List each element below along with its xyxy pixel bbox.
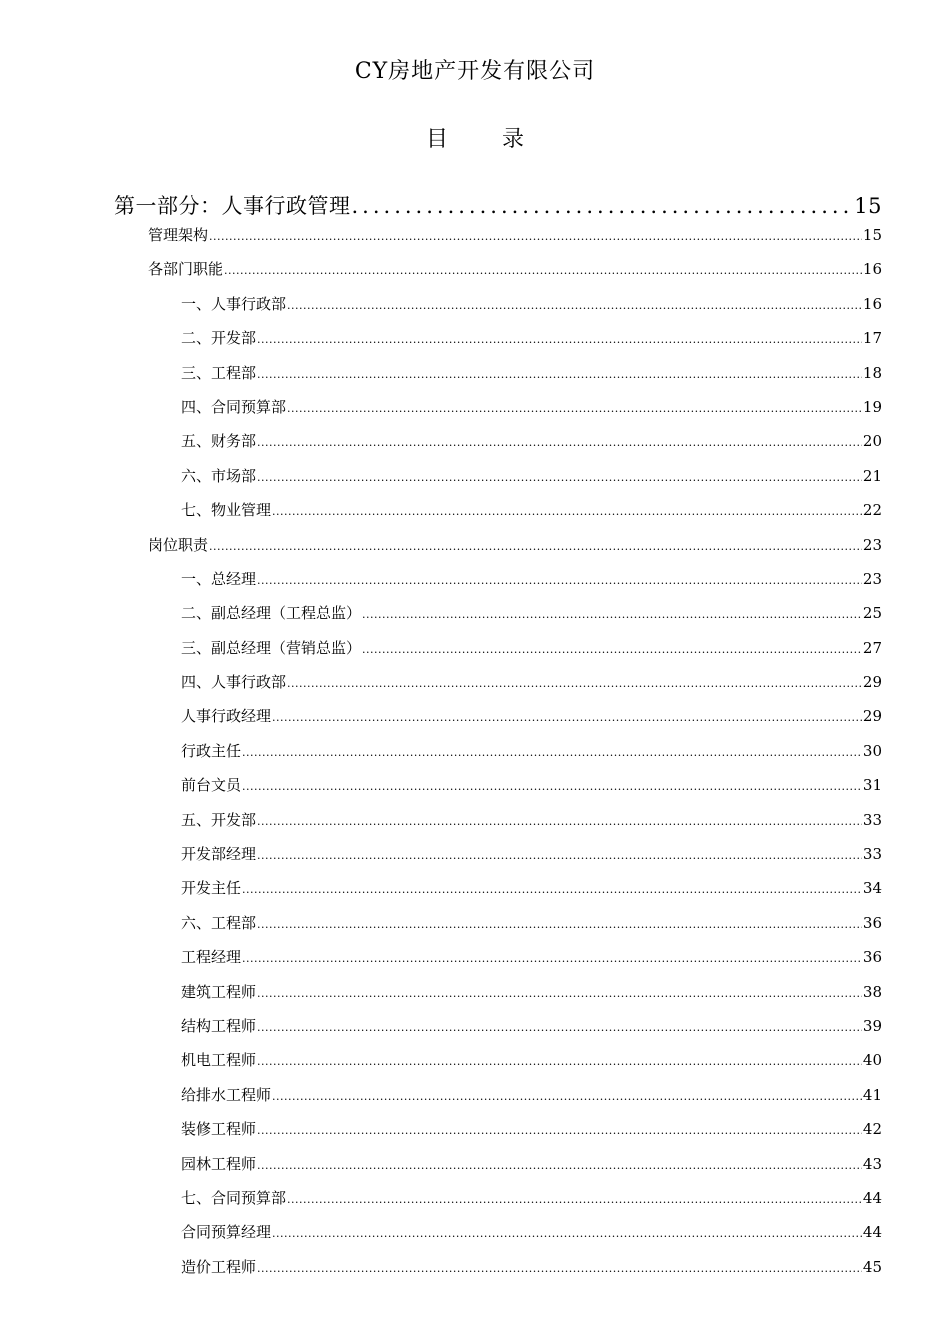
toc-dot-leader [257, 574, 862, 587]
toc-page-number: 45 [862, 1257, 882, 1276]
toc-dot-leader [272, 711, 862, 724]
toc-entry[interactable] [114, 637, 882, 671]
toc-entry-title: 给排水工程师 [181, 1085, 272, 1104]
toc-entry-title: 三、副总经理（营销总监） [181, 638, 362, 657]
toc-entry-title: 二、副总经理（工程总监） [181, 604, 362, 623]
toc-dot-leader [257, 1262, 862, 1275]
toc-entry-title: 建筑工程师 [181, 982, 257, 1001]
toc-entry-title: 机电工程师 [181, 1051, 257, 1070]
toc-dot-leader [242, 780, 862, 793]
toc-entry-title: 开发部经理 [181, 845, 257, 864]
toc-entry-title: 六、工程部 [181, 913, 257, 932]
toc-entry[interactable] [114, 362, 882, 396]
toc-entry-title: 三、工程部 [181, 363, 257, 382]
toc-page-number: 43 [862, 1154, 882, 1173]
toc-page-number: 23 [862, 535, 882, 554]
toc-dot-leader [257, 918, 862, 931]
toc-page-number: 16 [862, 294, 882, 313]
toc-dot-leader [352, 194, 854, 218]
toc-dot-leader [257, 471, 862, 484]
toc-page-number: 21 [862, 466, 882, 485]
toc-page-number: 31 [862, 776, 882, 795]
toc-page-number: 34 [862, 879, 882, 898]
toc-entry-title: 工程经理 [181, 948, 242, 967]
toc-entry-title: 一、人事行政部 [181, 294, 287, 313]
toc-entry[interactable] [114, 1084, 882, 1118]
toc-page-number: 20 [862, 432, 882, 451]
toc-entry-title: 合同预算经理 [181, 1223, 272, 1242]
toc-page-number: 36 [862, 913, 882, 932]
toc-entry[interactable] [114, 1153, 882, 1187]
toc-dot-leader [224, 264, 862, 277]
toc-entry-title: 行政主任 [181, 741, 242, 760]
toc-entry[interactable] [114, 809, 882, 843]
toc-entry[interactable] [114, 1187, 882, 1221]
toc-page-number: 19 [862, 397, 882, 416]
toc-entry[interactable] [114, 499, 882, 533]
toc-entry-title: 管理架构 [148, 226, 209, 244]
toc-dot-leader [242, 952, 862, 965]
toc-page-number: 15 [854, 194, 882, 218]
toc-entry-title: 人事行政经理 [181, 707, 272, 726]
toc-page-number: 22 [862, 501, 882, 520]
toc-entry-title: 五、财务部 [181, 432, 257, 451]
toc-entry[interactable] [114, 258, 882, 292]
toc-entry[interactable] [114, 465, 882, 499]
toc-entry-title: 五、开发部 [181, 810, 257, 829]
toc-page-number: 29 [862, 673, 882, 692]
toc-entry-title: 造价工程师 [181, 1257, 257, 1276]
toc-entry-title: 结构工程师 [181, 1016, 257, 1035]
toc-entry[interactable] [114, 843, 882, 877]
toc-entry[interactable] [114, 877, 882, 911]
toc-page-number: 36 [862, 948, 882, 967]
toc-entry-title: 园林工程师 [181, 1154, 257, 1173]
toc-entry-title: 六、市场部 [181, 466, 257, 485]
toc-entry[interactable] [114, 1049, 882, 1083]
toc-entry[interactable] [114, 774, 882, 808]
toc-entry[interactable] [114, 224, 882, 258]
toc-dot-leader [257, 1159, 862, 1172]
toc-page-number: 27 [862, 638, 882, 657]
toc-entry-title: 七、物业管理 [181, 501, 272, 520]
toc-entry-title: 第一部分：人事行政管理 [114, 194, 351, 218]
toc-entry[interactable] [114, 1256, 882, 1290]
toc-entry[interactable] [114, 1015, 882, 1049]
toc-page-number: 44 [862, 1223, 882, 1242]
toc-entry[interactable] [114, 912, 882, 946]
toc-entry-title: 开发主任 [181, 879, 242, 898]
toc-entry[interactable] [114, 705, 882, 739]
toc-entry-title: 各部门职能 [148, 260, 224, 279]
toc-dot-leader [242, 883, 862, 896]
toc-page-number: 40 [862, 1051, 882, 1070]
toc-entry-title: 岗位职责 [148, 535, 209, 554]
toc-page-number: 23 [862, 569, 882, 588]
toc-entry[interactable] [114, 946, 882, 980]
toc-dot-leader [242, 746, 862, 759]
toc-dot-leader [257, 1055, 862, 1068]
toc-entry-title: 前台文员 [181, 776, 242, 795]
toc-dot-leader [257, 333, 862, 346]
toc-entry[interactable] [114, 430, 882, 464]
toc-dot-leader [362, 643, 862, 656]
toc-page-number: 38 [862, 982, 882, 1001]
toc-entry[interactable] [114, 671, 882, 705]
toc-page-number: 18 [862, 363, 882, 382]
toc-page-number: 42 [862, 1120, 882, 1139]
toc-dot-leader [272, 505, 862, 518]
toc-page-number: 33 [862, 845, 882, 864]
toc-page-number: 44 [862, 1188, 882, 1207]
toc-entry[interactable] [114, 740, 882, 774]
toc-dot-leader [287, 402, 862, 415]
toc-dot-leader [257, 849, 862, 862]
toc-entry-title: 二、开发部 [181, 329, 257, 348]
toc-page-number: 25 [862, 604, 882, 623]
toc-dot-leader [209, 540, 862, 553]
toc-entry[interactable] [114, 1221, 882, 1255]
toc-dot-leader [257, 815, 862, 828]
toc-entry[interactable] [114, 327, 882, 361]
toc-entry[interactable] [114, 568, 882, 602]
toc-page-number: 41 [862, 1085, 882, 1104]
toc-entry-title: 四、人事行政部 [181, 673, 287, 692]
toc-entry-title: 七、合同预算部 [181, 1188, 287, 1207]
toc-page-number: 29 [862, 707, 882, 726]
toc-entry-title: 四、合同预算部 [181, 397, 287, 416]
toc-page-number: 17 [862, 329, 882, 348]
company-title: CY房地产开发有限公司 [354, 59, 596, 84]
toc-entry[interactable] [114, 602, 882, 636]
toc-dot-leader [287, 677, 862, 690]
toc-dot-leader [209, 230, 862, 243]
toc-dot-leader [287, 1193, 862, 1206]
toc-heading: 目 录 [425, 127, 540, 152]
toc-dot-leader [257, 987, 862, 1000]
toc-page-number: 30 [862, 741, 882, 760]
toc-entry[interactable] [114, 534, 882, 568]
toc-page-number: 33 [862, 810, 882, 829]
toc-dot-leader [362, 608, 862, 621]
toc-entry[interactable] [114, 981, 882, 1015]
toc-entry[interactable] [114, 293, 882, 327]
toc-dot-leader [257, 1124, 862, 1137]
toc-dot-leader [257, 436, 862, 449]
toc-dot-leader [272, 1227, 862, 1240]
table-of-contents [114, 190, 882, 1290]
toc-dot-leader [257, 368, 862, 381]
toc-part-entry[interactable] [114, 190, 882, 224]
toc-entry-title: 装修工程师 [181, 1120, 257, 1139]
toc-entry-title: 一、总经理 [181, 569, 257, 588]
toc-dot-leader [272, 1090, 862, 1103]
toc-dot-leader [257, 1021, 862, 1034]
toc-page-number: 39 [862, 1016, 882, 1035]
toc-page-number: 16 [862, 260, 882, 279]
toc-entry[interactable] [114, 396, 882, 430]
toc-entry[interactable] [114, 1118, 882, 1152]
toc-page-number: 15 [862, 226, 882, 244]
toc-dot-leader [287, 299, 862, 312]
